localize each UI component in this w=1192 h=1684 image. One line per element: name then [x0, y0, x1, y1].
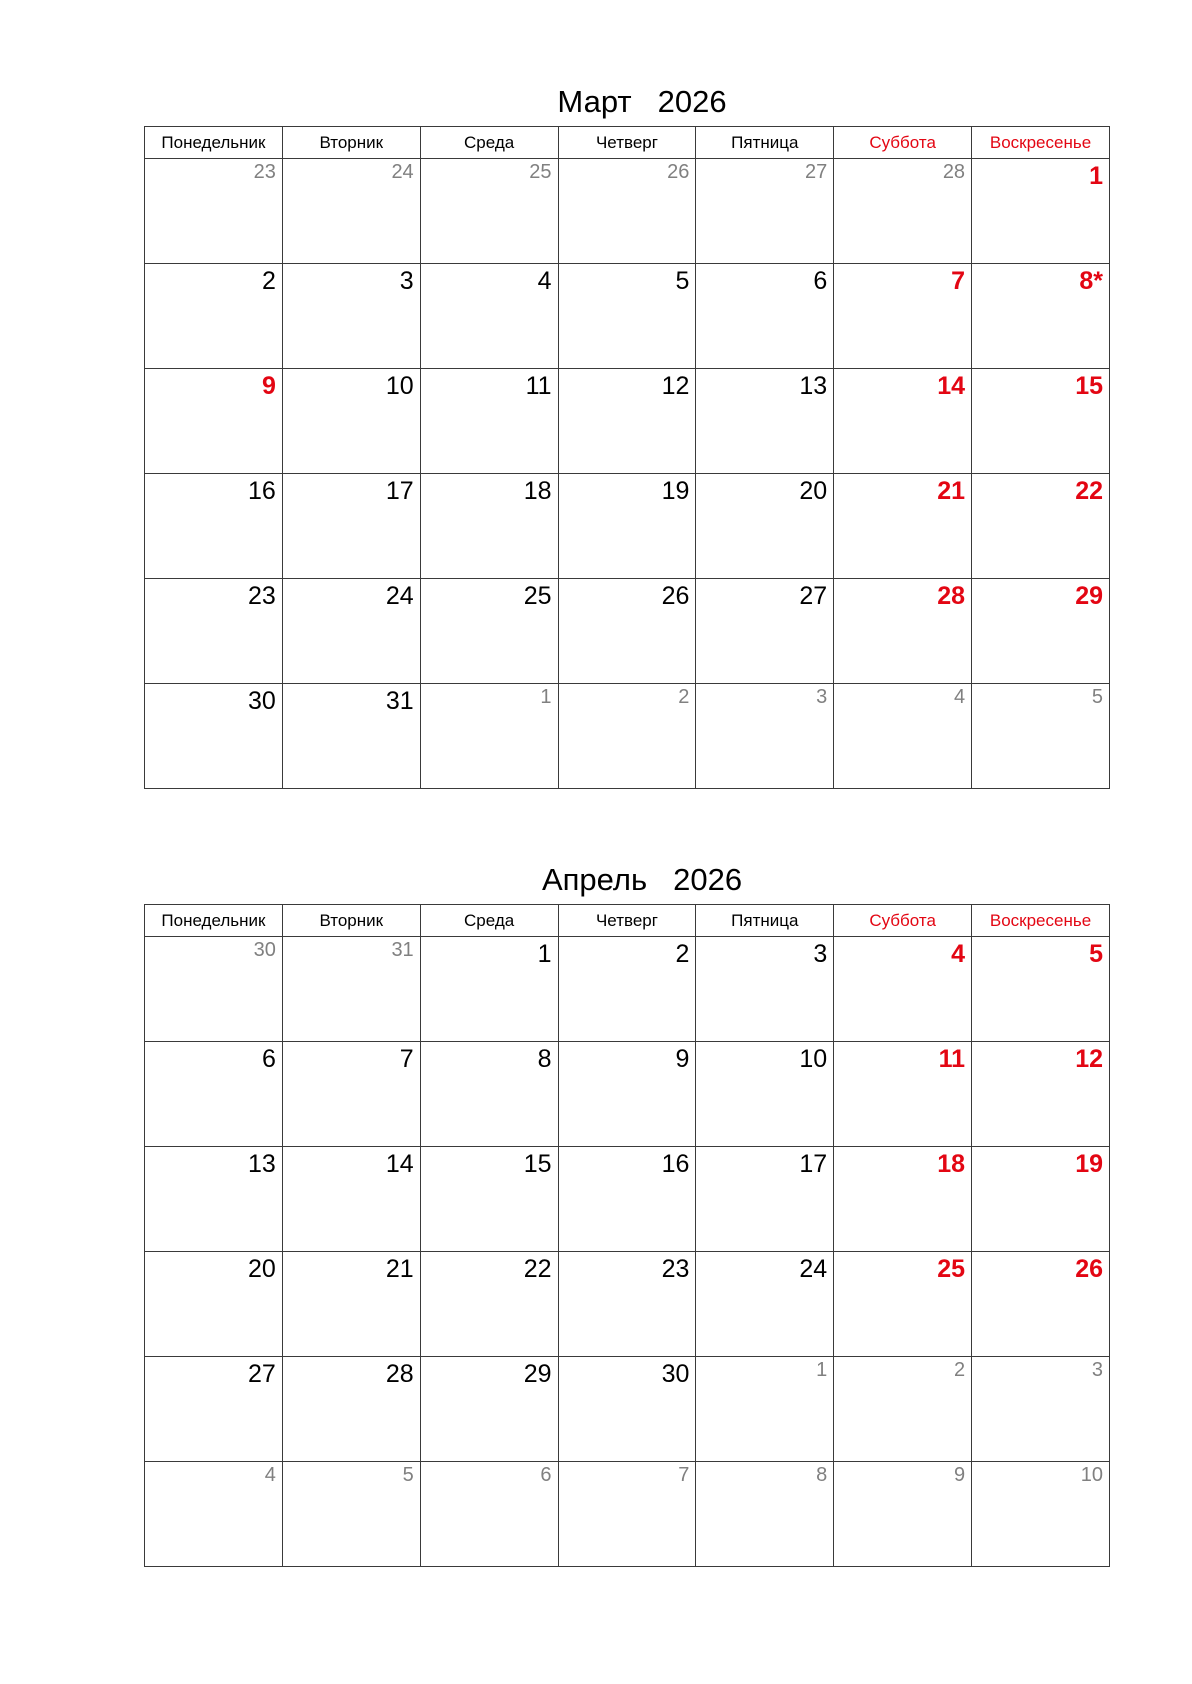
day-cell-other-month: 7	[558, 1462, 696, 1567]
weekday-header-row	[145, 127, 1110, 159]
week-row	[145, 1462, 1110, 1567]
week-row	[145, 474, 1110, 579]
day-cell: 8*	[972, 264, 1110, 369]
day-cell: 11	[420, 369, 558, 474]
day-cell: 5	[558, 264, 696, 369]
day-cell: 22	[972, 474, 1110, 579]
day-cell: 21	[282, 1252, 420, 1357]
day-cell: 27	[145, 1357, 283, 1462]
weekday-monday: Понедельник	[145, 127, 283, 159]
day-cell-other-month: 1	[696, 1357, 834, 1462]
day-cell: 26	[972, 1252, 1110, 1357]
day-cell-other-month: 26	[558, 159, 696, 264]
week-row	[145, 264, 1110, 369]
day-cell-other-month: 4	[145, 1462, 283, 1567]
day-cell: 30	[558, 1357, 696, 1462]
day-cell: 14	[282, 1147, 420, 1252]
day-cell: 20	[696, 474, 834, 579]
day-cell: 17	[696, 1147, 834, 1252]
day-cell: 10	[696, 1042, 834, 1147]
day-cell: 12	[558, 369, 696, 474]
day-cell-other-month: 5	[282, 1462, 420, 1567]
day-cell: 31	[282, 684, 420, 789]
day-cell: 13	[696, 369, 834, 474]
weekday-wednesday: Среда	[420, 127, 558, 159]
day-cell-other-month: 3	[696, 684, 834, 789]
day-cell: 16	[145, 474, 283, 579]
day-cell: 7	[282, 1042, 420, 1147]
calendar-month-march	[144, 78, 1110, 789]
month-title	[144, 78, 1110, 126]
day-cell: 13	[145, 1147, 283, 1252]
weekday-header-row	[145, 905, 1110, 937]
week-row	[145, 579, 1110, 684]
weekday-thursday: Четверг	[558, 127, 696, 159]
day-cell: 21	[834, 474, 972, 579]
month-name: Апрель	[541, 862, 648, 897]
calendar-grid	[144, 904, 1110, 1567]
day-cell: 18	[420, 474, 558, 579]
day-cell-other-month: 30	[145, 937, 283, 1042]
day-cell-other-month: 8	[696, 1462, 834, 1567]
day-cell: 6	[145, 1042, 283, 1147]
weekday-saturday: Суббота	[834, 905, 972, 937]
day-cell: 9	[145, 369, 283, 474]
day-cell: 29	[420, 1357, 558, 1462]
weekday-monday: Понедельник	[145, 905, 283, 937]
day-cell-other-month: 31	[282, 937, 420, 1042]
month-name: Март	[557, 84, 632, 119]
day-cell: 24	[282, 579, 420, 684]
day-cell-other-month: 23	[145, 159, 283, 264]
day-cell: 3	[696, 937, 834, 1042]
day-cell: 2	[558, 937, 696, 1042]
week-row	[145, 1252, 1110, 1357]
day-cell: 27	[696, 579, 834, 684]
day-cell: 19	[558, 474, 696, 579]
weeks-body	[145, 159, 1110, 789]
month-year: 2026	[657, 84, 727, 119]
day-cell: 11	[834, 1042, 972, 1147]
day-cell-other-month: 3	[972, 1357, 1110, 1462]
weekday-tuesday: Вторник	[282, 905, 420, 937]
day-cell: 24	[696, 1252, 834, 1357]
weeks-body	[145, 937, 1110, 1567]
day-cell: 15	[972, 369, 1110, 474]
weekday-wednesday: Среда	[420, 905, 558, 937]
day-cell-other-month: 10	[972, 1462, 1110, 1567]
week-row	[145, 159, 1110, 264]
weekday-tuesday: Вторник	[282, 127, 420, 159]
day-cell: 1	[420, 937, 558, 1042]
weekday-thursday: Четверг	[558, 905, 696, 937]
weekday-saturday: Суббота	[834, 127, 972, 159]
day-cell: 8	[420, 1042, 558, 1147]
day-cell: 23	[558, 1252, 696, 1357]
weekday-friday: Пятница	[696, 127, 834, 159]
day-cell: 4	[420, 264, 558, 369]
day-cell: 7	[834, 264, 972, 369]
day-cell: 29	[972, 579, 1110, 684]
day-cell: 26	[558, 579, 696, 684]
day-cell: 1	[972, 159, 1110, 264]
day-cell-other-month: 9	[834, 1462, 972, 1567]
day-cell: 25	[420, 579, 558, 684]
day-cell: 10	[282, 369, 420, 474]
day-cell: 23	[145, 579, 283, 684]
weekday-friday: Пятница	[696, 905, 834, 937]
weekday-sunday: Воскресенье	[972, 905, 1110, 937]
day-cell: 9	[558, 1042, 696, 1147]
day-cell-other-month: 24	[282, 159, 420, 264]
month-year: 2026	[673, 862, 743, 897]
week-row	[145, 369, 1110, 474]
calendar-month-april	[144, 856, 1110, 1567]
day-cell: 20	[145, 1252, 283, 1357]
week-row	[145, 937, 1110, 1042]
day-cell: 22	[420, 1252, 558, 1357]
day-cell: 28	[282, 1357, 420, 1462]
day-cell-other-month: 27	[696, 159, 834, 264]
week-row	[145, 1357, 1110, 1462]
day-cell-other-month: 2	[558, 684, 696, 789]
day-cell: 5	[972, 937, 1110, 1042]
day-cell: 17	[282, 474, 420, 579]
day-cell: 6	[696, 264, 834, 369]
day-cell: 14	[834, 369, 972, 474]
day-cell-other-month: 6	[420, 1462, 558, 1567]
day-cell: 16	[558, 1147, 696, 1252]
day-cell-other-month: 25	[420, 159, 558, 264]
week-row	[145, 1042, 1110, 1147]
day-cell: 19	[972, 1147, 1110, 1252]
day-cell-other-month: 5	[972, 684, 1110, 789]
month-title	[144, 856, 1110, 904]
day-cell: 25	[834, 1252, 972, 1357]
week-row	[145, 684, 1110, 789]
day-cell: 2	[145, 264, 283, 369]
day-cell-other-month: 4	[834, 684, 972, 789]
day-cell-other-month: 1	[420, 684, 558, 789]
weekday-sunday: Воскресенье	[972, 127, 1110, 159]
day-cell: 18	[834, 1147, 972, 1252]
day-cell: 4	[834, 937, 972, 1042]
day-cell-other-month: 28	[834, 159, 972, 264]
day-cell-other-month: 2	[834, 1357, 972, 1462]
day-cell: 12	[972, 1042, 1110, 1147]
day-cell: 28	[834, 579, 972, 684]
week-row	[145, 1147, 1110, 1252]
day-cell: 30	[145, 684, 283, 789]
day-cell: 3	[282, 264, 420, 369]
day-cell: 15	[420, 1147, 558, 1252]
calendar-grid	[144, 126, 1110, 789]
